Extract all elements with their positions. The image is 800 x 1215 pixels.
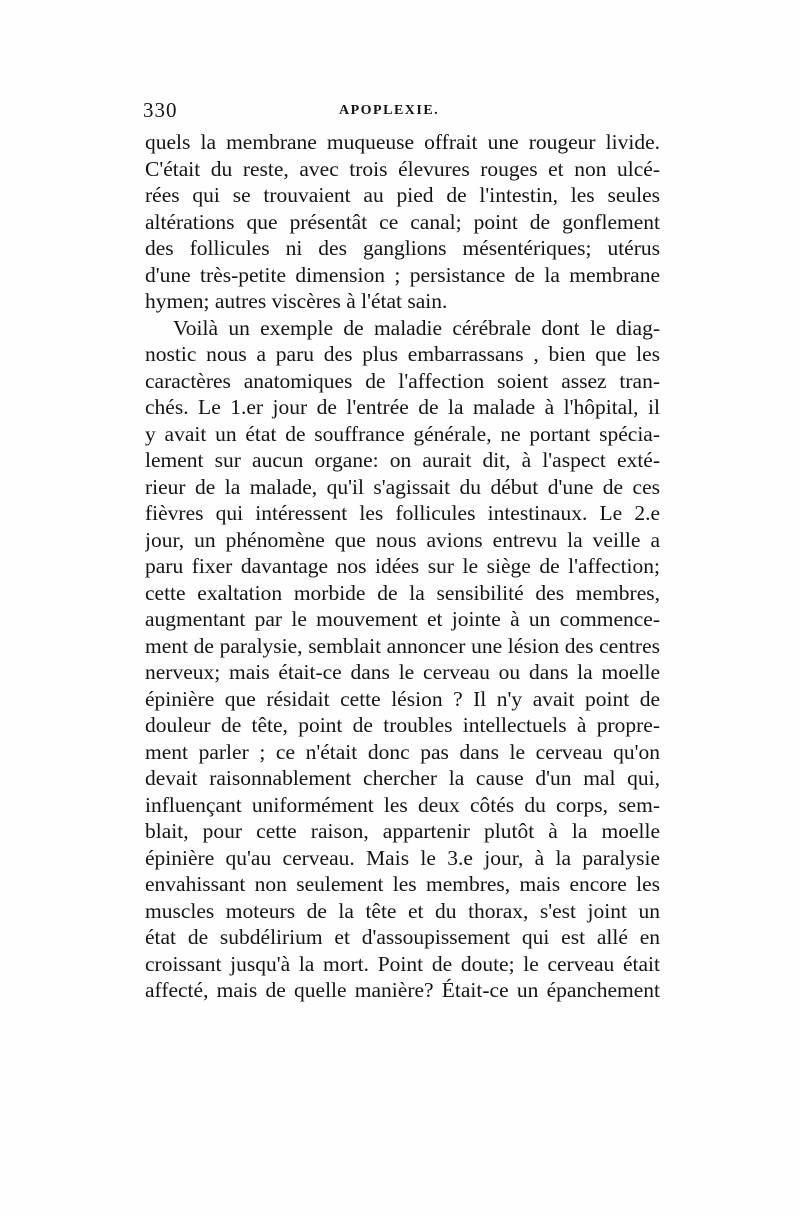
text-line: nerveux; mais était-ce dans le cerveau ou dans la moelle xyxy=(145,660,660,684)
text-line: ment de paralysie, semblait annoncer une lésion des centres xyxy=(145,633,660,658)
text-line: rieur de la malade, qu'il s'agissait du début d'une de ces xyxy=(145,474,660,499)
text-line: des follicules ni des ganglions mésentériques; utérus xyxy=(145,236,660,260)
text-line: quels la membrane muqueuse offrait une rougeur livide. xyxy=(145,130,660,154)
running-head: APOPLEXIE. xyxy=(339,103,440,118)
text-line: Voilà un exemple de maladie cérébrale dont le diag- xyxy=(173,315,660,340)
text-line: paru fixer davantage nos idées sur le siège de l'affection; xyxy=(145,554,660,578)
text-line: épinière qu'au cerveau. Mais le 3.e jour, à la paralysie xyxy=(145,845,660,870)
text-line: chés. Le 1.er jour de l'entrée de la malade à l'hôpital, il xyxy=(145,395,660,419)
text-line: jour, un phénomène que nous avions entrevu la veille a xyxy=(145,527,660,552)
text-line: muscles moteurs de la tête et du thorax, s'est joint un xyxy=(145,898,660,923)
text-line: rées qui se trouvaient au pied de l'intestin, les seules xyxy=(145,183,660,207)
text-line: envahissant non seulement les membres, mais encore les xyxy=(145,872,660,896)
text-line: altérations que présentât ce canal; point de gonflement xyxy=(145,209,660,234)
page-number: 330 xyxy=(143,98,178,122)
text-line: fièvres qui intéressent les follicules intestinaux. Le 2.e xyxy=(145,501,660,525)
text-line: épinière que résidait cette lésion ? Il n'y avait point de xyxy=(145,686,660,711)
body-text xyxy=(145,129,660,1004)
text-line: douleur de tête, point de troubles intellectuels à propre- xyxy=(145,713,660,737)
text-line: augmentant par le mouvement et jointe à un commence- xyxy=(145,607,660,631)
text-line: influençant uniformément les deux côtés du corps, sem- xyxy=(145,792,660,817)
text-line: C'était du reste, avec trois élevures rouges et non ulcé- xyxy=(145,156,660,181)
text-line: nostic nous a paru des plus embarrassans , bien que les xyxy=(145,342,660,366)
page-header xyxy=(143,98,663,128)
text-line: affecté, mais de quelle manière? Était-ce un épanchement xyxy=(145,978,660,1002)
text-line: d'une très-petite dimension ; persistance de la membrane xyxy=(145,262,660,287)
text-line: blait, pour cette raison, appartenir plutôt à la moelle xyxy=(145,819,660,843)
text-line: état de subdélirium et d'assoupissement qui est allé en xyxy=(145,925,660,949)
text-line: lement sur aucun organe: on aurait dit, à l'aspect exté- xyxy=(145,448,660,472)
text-line: caractères anatomiques de l'affection soient assez tran- xyxy=(145,368,660,393)
text-line: cette exaltation morbide de la sensibilité des membres, xyxy=(145,580,660,605)
text-line: y avait un état de souffrance générale, ne portant spécia- xyxy=(145,421,660,446)
text-line: croissant jusqu'à la mort. Point de doute; le cerveau était xyxy=(145,951,660,976)
text-line: devait raisonnablement chercher la cause d'un mal qui, xyxy=(145,766,660,790)
text-line: ment parler ; ce n'était donc pas dans le cerveau qu'on xyxy=(145,739,660,764)
text-line: hymen; autres viscères à l'état sain. xyxy=(145,289,448,313)
